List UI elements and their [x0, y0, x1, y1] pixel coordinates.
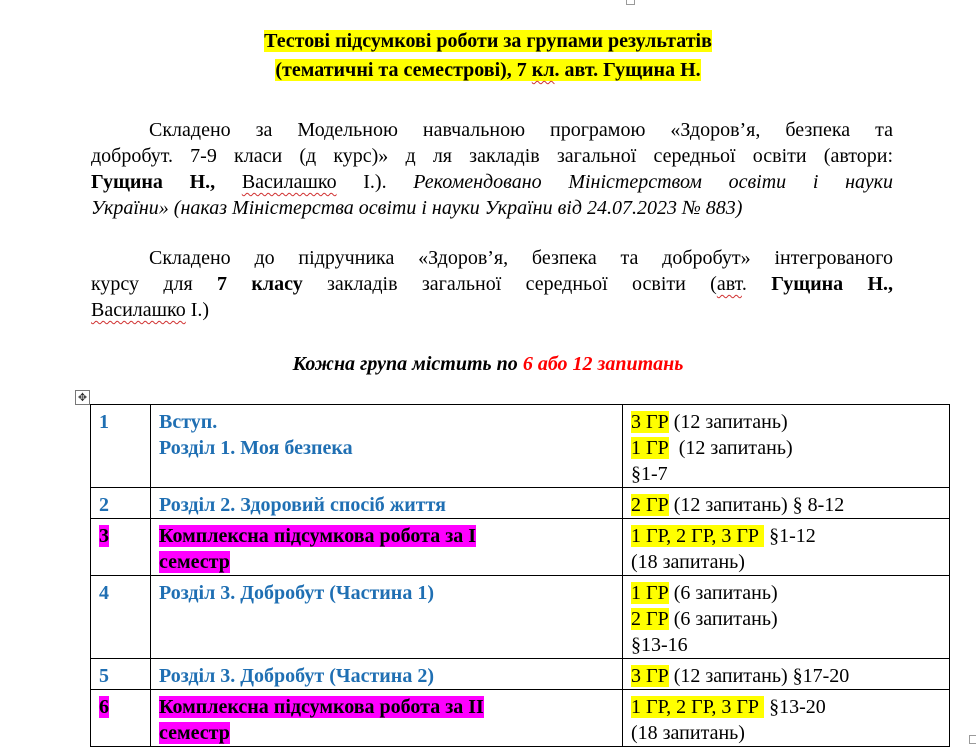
subheading-text: Кожна група містить по — [292, 353, 523, 375]
textbook-line-2-a: курсу для — [91, 273, 218, 295]
table-row — [91, 659, 950, 690]
textbook-line-1 — [91, 245, 893, 271]
group-detail: (12 запитань) — [668, 411, 788, 433]
row-number-cell — [91, 405, 151, 488]
row-title-cell — [151, 519, 623, 576]
row-title-line: Розділ 1. Моя безпека — [159, 437, 353, 459]
row-number: 2 — [99, 494, 109, 516]
recommendation-italic: Рекомендовано Міністерством освіти і науки — [413, 171, 893, 193]
program-line-2 — [91, 143, 893, 169]
group-badge: 1 ГР — [631, 437, 669, 459]
row-number-cell — [91, 576, 151, 659]
program-line-1-text: Складено за Модельною навчальною програмою «Здоров’я, безпека та — [149, 119, 893, 141]
group-detail: §13-16 — [631, 634, 688, 656]
groups-table-body — [91, 405, 950, 747]
row-title-line: Розділ 3. Добробут (Частина 2) — [159, 665, 434, 687]
group-detail: (18 запитань) — [631, 722, 745, 744]
subheading-red-count: 6 або 12 запитань — [522, 353, 684, 375]
program-paragraph — [91, 117, 893, 221]
row-groups-cell — [623, 576, 950, 659]
author-surname: Василашко — [241, 171, 337, 193]
move-arrows-icon[interactable]: ✥ — [75, 390, 90, 405]
document-title-line-2 — [0, 56, 976, 84]
title-line-2-suffix: . авт. Гущина Н. — [554, 59, 701, 81]
group-badge: 3 ГР — [631, 665, 669, 687]
group-badge: 3 ГР — [631, 411, 669, 433]
group-subheading — [0, 351, 976, 377]
row-title-line: Розділ 3. Добробут (Частина 1) — [159, 582, 434, 604]
group-detail: (6 запитань) — [668, 608, 778, 630]
row-number-cell — [91, 659, 151, 690]
program-line-4 — [91, 195, 893, 221]
row-title-cell — [151, 576, 623, 659]
author-surname-2: Василашко — [91, 299, 186, 321]
row-groups-cell — [623, 405, 950, 488]
group-detail: (12 запитань) §17-20 — [668, 665, 850, 687]
program-line-3-rest: І.). — [336, 171, 414, 193]
group-detail: (12 запитань) — [668, 437, 793, 459]
row-groups-cell — [623, 659, 950, 690]
group-badge: 2 ГР — [631, 608, 669, 630]
row-number: 1 — [99, 411, 109, 433]
textbook-line-2 — [91, 271, 893, 297]
row-number: 5 — [99, 665, 109, 687]
row-number: 4 — [99, 582, 109, 604]
title-line-2-prefix: (тематичні та семестрові), 7 — [275, 59, 532, 81]
group-badge: 2 ГР — [631, 494, 669, 516]
row-title-cell — [151, 488, 623, 519]
textbook-line-2-b: закладів загальної середньої освіти ( — [302, 273, 717, 295]
order-italic: України» (наказ Міністерства освіти і науки України від 24.07.2023 № 883) — [91, 197, 743, 219]
table-row — [91, 690, 950, 747]
group-detail: §1-12 — [764, 525, 816, 547]
program-line-1 — [91, 117, 893, 143]
textbook-line-3-rest: І.) — [185, 299, 210, 321]
table-row — [91, 405, 950, 488]
row-title-line: Розділ 2. Здоровий спосіб життя — [159, 494, 447, 516]
groups-table — [90, 404, 950, 747]
group-detail: §13-20 — [764, 696, 826, 718]
title-line-2-kl: кл — [531, 59, 555, 81]
row-title-line: Комплексна підсумкова робота за ІІ — [159, 696, 484, 718]
row-number-cell — [91, 690, 151, 747]
grade-bold: 7 класу — [217, 273, 303, 295]
author-abbrev: авт — [716, 273, 742, 295]
program-line-2-text: добробут. 7-9 класи (д курс)» д ля закладів загальної середньої освіти (автори: — [91, 145, 893, 167]
textbook-line-1-text: Складено до підручника «Здоров’я, безпека та добробут» інтегрованого — [149, 247, 893, 269]
author-name-bold: Гущина Н., — [91, 171, 216, 193]
textbook-line-3 — [91, 297, 893, 323]
row-title-cell — [151, 659, 623, 690]
row-title-cell — [151, 405, 623, 488]
table-row — [91, 576, 950, 659]
program-line-3 — [91, 169, 893, 195]
row-number: 3 — [99, 525, 109, 547]
group-detail: §1-7 — [631, 463, 668, 485]
resize-handle-top[interactable] — [626, 0, 635, 5]
group-detail: (12 запитань) § 8-12 — [668, 494, 845, 516]
row-groups-cell — [623, 519, 950, 576]
row-title-line: семестр — [159, 551, 230, 573]
group-detail: (18 запитань) — [631, 551, 745, 573]
row-groups-cell — [623, 488, 950, 519]
author-name-bold-2: Гущина Н., — [771, 273, 893, 295]
row-title-line: Комплексна підсумкова робота за І — [159, 525, 477, 547]
group-badge: 1 ГР, 2 ГР, 3 ГР — [631, 696, 765, 718]
textbook-line-2-c: . — [741, 273, 772, 295]
group-detail: (6 запитань) — [668, 582, 778, 604]
document-title-line-1 — [0, 27, 976, 55]
group-badge: 1 ГР — [631, 582, 669, 604]
row-number-cell — [91, 519, 151, 576]
table-row — [91, 519, 950, 576]
row-title-line: Вступ. — [159, 411, 218, 433]
row-number: 6 — [99, 696, 109, 718]
title-line-1-text: Тестові підсумкові роботи за групами результатів — [264, 30, 712, 52]
title-line-2-text — [275, 59, 700, 81]
row-groups-cell — [623, 690, 950, 747]
table-row — [91, 488, 950, 519]
group-badge: 1 ГР, 2 ГР, 3 ГР — [631, 525, 765, 547]
row-number-cell — [91, 488, 151, 519]
textbook-paragraph — [91, 245, 893, 323]
row-title-line: семестр — [159, 722, 230, 744]
row-title-cell — [151, 690, 623, 747]
